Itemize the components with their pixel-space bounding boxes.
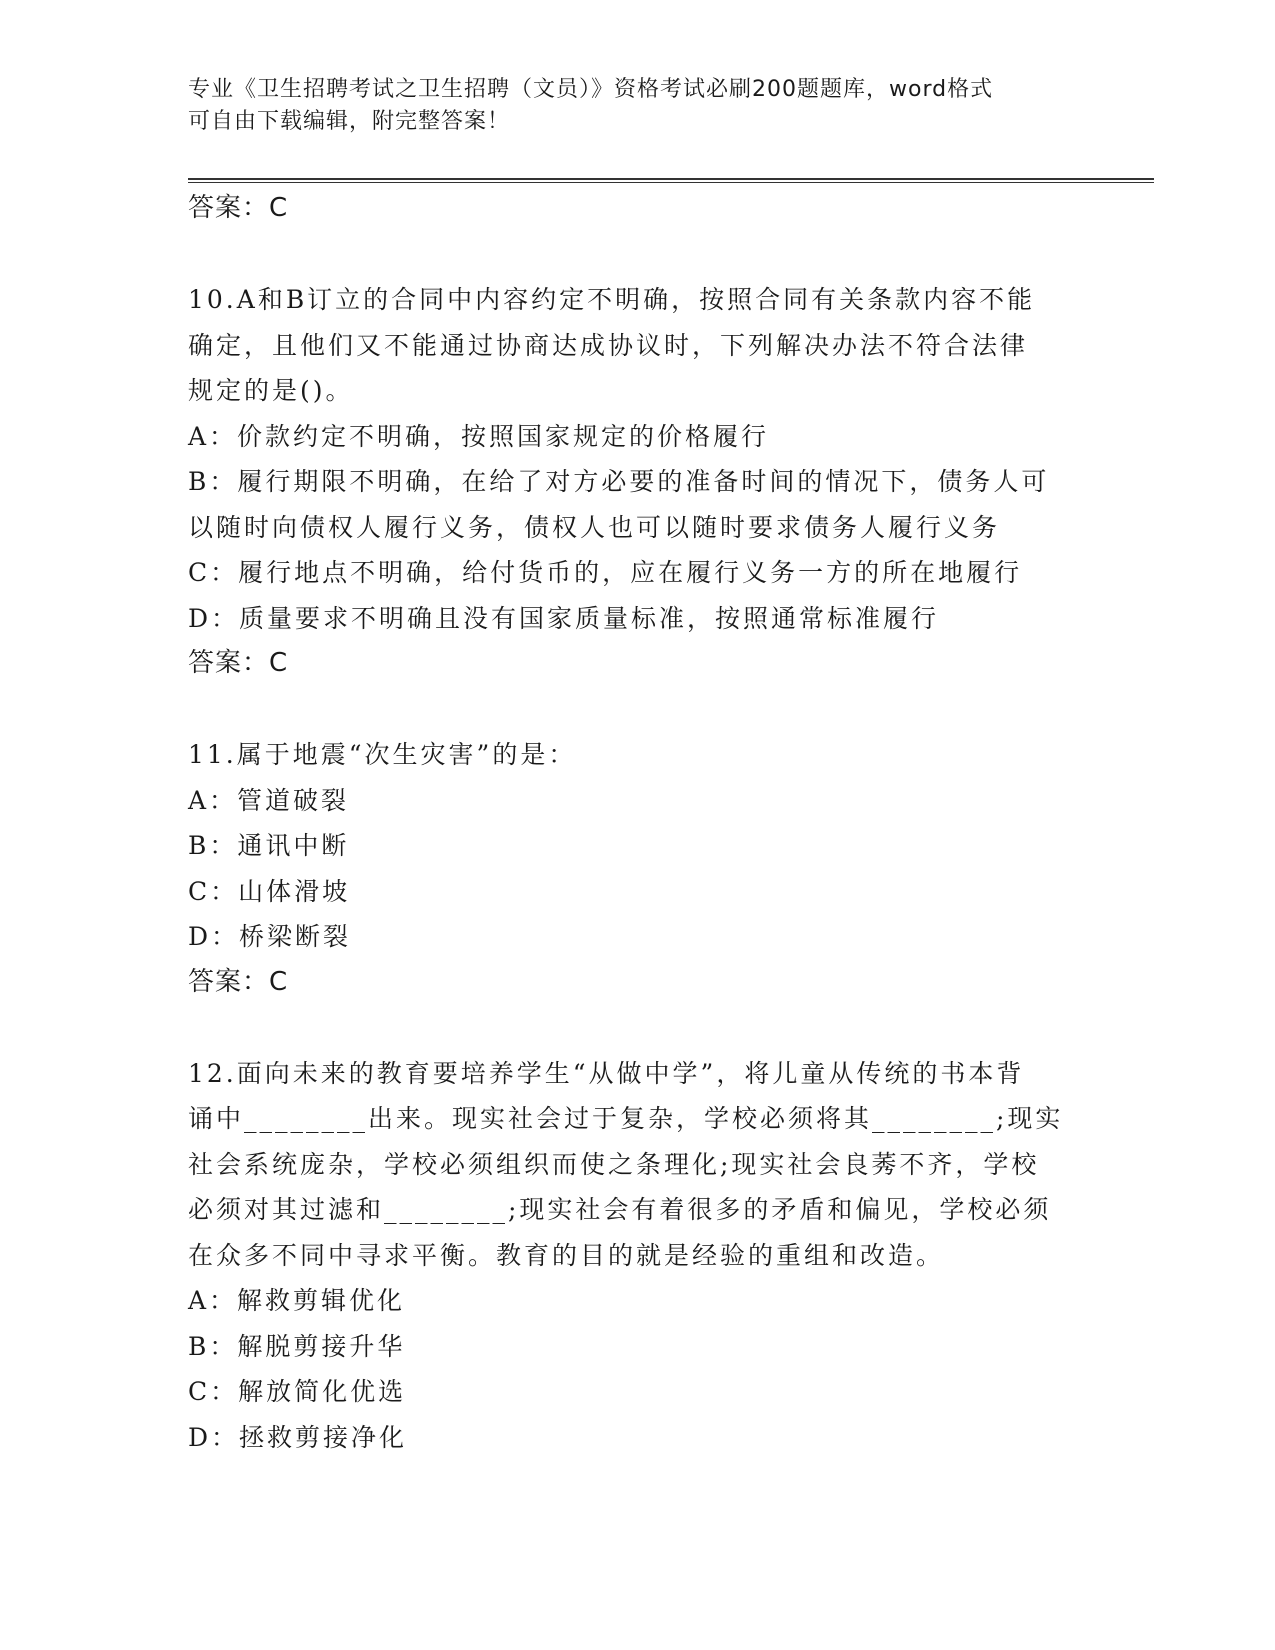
- question-text-line: 规定的是()。: [188, 376, 354, 405]
- page-header: [188, 74, 1068, 138]
- spacer: [188, 1005, 1068, 1051]
- header-divider: [188, 178, 1154, 183]
- option-b: B：通讯中断: [188, 831, 350, 860]
- question-text-line: 10.A和B订立的合同中内容约定不明确，按照合同有关条款内容不能: [188, 285, 1036, 314]
- document-body: [188, 186, 1068, 1460]
- option-a: A：管道破裂: [188, 785, 350, 815]
- question-12: [188, 1051, 1068, 1461]
- question-text-line: 在众多不同中寻求平衡。教育的目的就是经验的重组和改造。: [188, 1240, 945, 1270]
- spacer: [188, 687, 1068, 733]
- option-d: D：质量要求不明确且没有国家质量标准，按照通常标准履行: [188, 603, 940, 633]
- answer-line: 答案：C: [188, 966, 289, 997]
- option-b: B：履行期限不明确，在给了对方必要的准备时间的情况下，债务人可: [188, 467, 1050, 496]
- question-text-line: 12.面向未来的教育要培养学生“从做中学”，将儿童从传统的书本背: [188, 1058, 1025, 1088]
- header-line-2: 可自由下载编辑，附完整答案！: [188, 109, 511, 134]
- option-c: C：解放简化优选: [188, 1377, 407, 1406]
- question-text-line: 确定，且他们又不能通过协商达成协议时，下列解决办法不符合法律: [188, 330, 1029, 360]
- option-b-continued: 以随时向债权人履行义务，债权人也可以随时要求债务人履行义务: [188, 512, 1001, 542]
- header-line-1: 专业《卫生招聘考试之卫生招聘（文员）》资格考试必刷200题题库，word格式: [188, 77, 994, 102]
- option-c: C：履行地点不明确，给付货币的，应在履行义务一方的所在地履行: [188, 558, 1023, 587]
- question-10: [188, 277, 1068, 687]
- question-text-line: 社会系统庞杂，学校必须组织而使之条理化;现实社会良莠不齐，学校: [188, 1149, 1040, 1179]
- question-text-line: 必须对其过滤和________;现实社会有着很多的矛盾和偏见，学校必须: [188, 1195, 1052, 1224]
- option-b: B：解脱剪接升华: [188, 1331, 406, 1361]
- option-d: D：桥梁断裂: [188, 922, 352, 951]
- spacer: [188, 232, 1068, 278]
- question-11: [188, 732, 1068, 1005]
- option-a: A：价款约定不明确，按照国家规定的价格履行: [188, 421, 770, 451]
- answer-line: 答案：C: [188, 193, 289, 223]
- option-d: D：拯救剪接净化: [188, 1422, 408, 1452]
- answer-line: 答案：C: [188, 648, 289, 678]
- option-a: A：解救剪辑优化: [188, 1286, 406, 1315]
- option-c: C：山体滑坡: [188, 876, 351, 906]
- question-text-line: 11.属于地震“次生灾害”的是：: [188, 740, 577, 769]
- question-text-line: 诵中________出来。现实社会过于复杂，学校必须将其________;现实: [188, 1104, 1064, 1133]
